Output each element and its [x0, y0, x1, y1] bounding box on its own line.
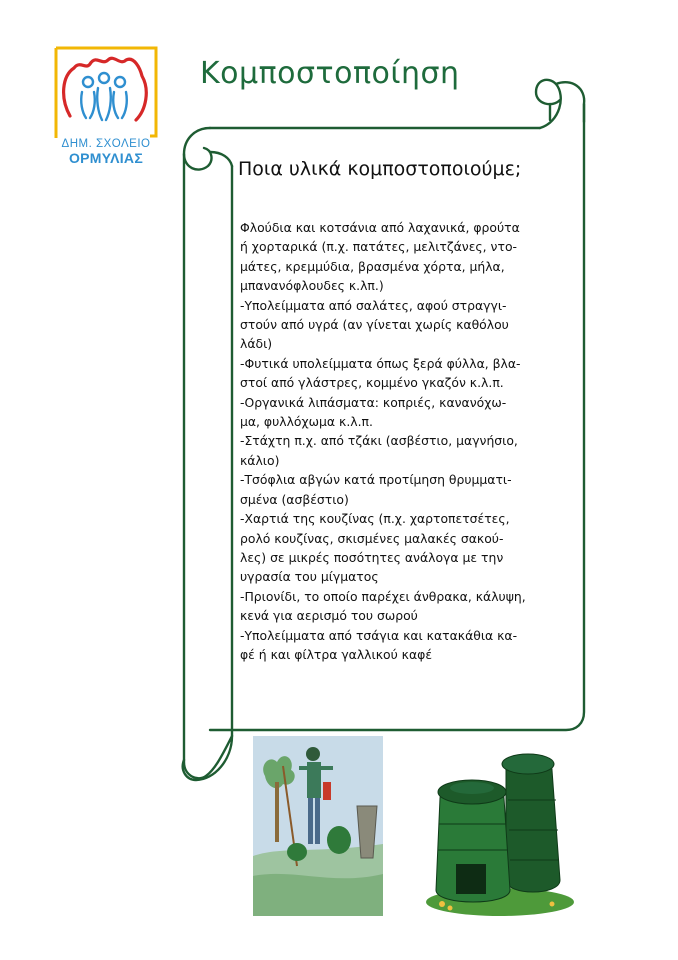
text-line: -Τσόφλια αβγών κατά προτίμηση θρυμματι- [240, 472, 512, 488]
materials-list [240, 218, 560, 664]
text-line: φέ ή και φίλτρα γαλλικού καφέ [240, 646, 433, 662]
text-line: -Χαρτιά της κουζίνας (π.χ. χαρτοπετσέτες, [240, 511, 510, 527]
logo-text-line2: ΟΡΜΥΛΙΑΣ [68, 150, 144, 166]
text-line: Φλούδια και κοτσάνια από λαχανικά, φρούτα [240, 220, 520, 235]
recycling-figure-drawing [253, 736, 383, 916]
text-line: κενά για αερισμό του σωρού [240, 608, 418, 624]
text-line: στοί από γλάστρες, κομμένο γκαζόν κ.λ.π. [240, 375, 504, 391]
text-line: κάλιο) [240, 452, 280, 468]
compost-bin-icon [420, 740, 580, 920]
text-line: -Οργανικά λιπάσματα: κοπριές, κανανόχω- [240, 394, 507, 410]
text-line: μα, φυλλόχωμα κ.λ.π. [240, 414, 373, 430]
text-line: -Πριονίδι, το οποίο παρέχει άνθρακα, κάλυψη, [240, 588, 526, 604]
child-drawing-image [253, 736, 383, 916]
text-line: -Υπολείμματα από σαλάτες, αφού στραγγι- [240, 297, 507, 313]
text-line: ρολό κουζίνας, σκισμένες μαλακές σακού- [240, 530, 504, 546]
text-line: -Υπολείμματα από τσάγια και κατακάθια κα- [240, 627, 518, 643]
text-line: ή χορταρικά (π.χ. πατάτες, μελιτζάνες, ντο- [240, 239, 517, 255]
text-line: υγρασία του μίγματος [240, 569, 379, 585]
page-title: Κομποστοποίηση [200, 56, 460, 91]
text-line: σμένα (ασβέστιο) [240, 491, 349, 507]
text-line: μπανανόφλουδες κ.λπ.) [240, 278, 384, 294]
text-line: λες) σε μικρές ποσότητες ανάλογα με την [240, 549, 504, 565]
logo-text-line1: ΔΗΜ. ΣΧΟΛΕΙΟ [61, 138, 151, 150]
text-line: στούν από υγρά (αν γίνεται χωρίς καθόλου [240, 317, 509, 333]
text-line: μάτες, κρεμμύδια, βρασμένα χόρτα, μήλα, [240, 258, 505, 274]
section-heading: Ποια υλικά κομποστοποιούμε; [238, 158, 522, 180]
compost-bins-image [420, 740, 580, 920]
text-line: λάδι) [240, 336, 273, 352]
text-line: -Φυτικά υπολείμματα όπως ξερά φύλλα, βλα- [240, 355, 521, 371]
text-line: -Στάχτη π.χ. από τζάκι (ασβέστιο, μαγνήσιο, [240, 433, 518, 449]
